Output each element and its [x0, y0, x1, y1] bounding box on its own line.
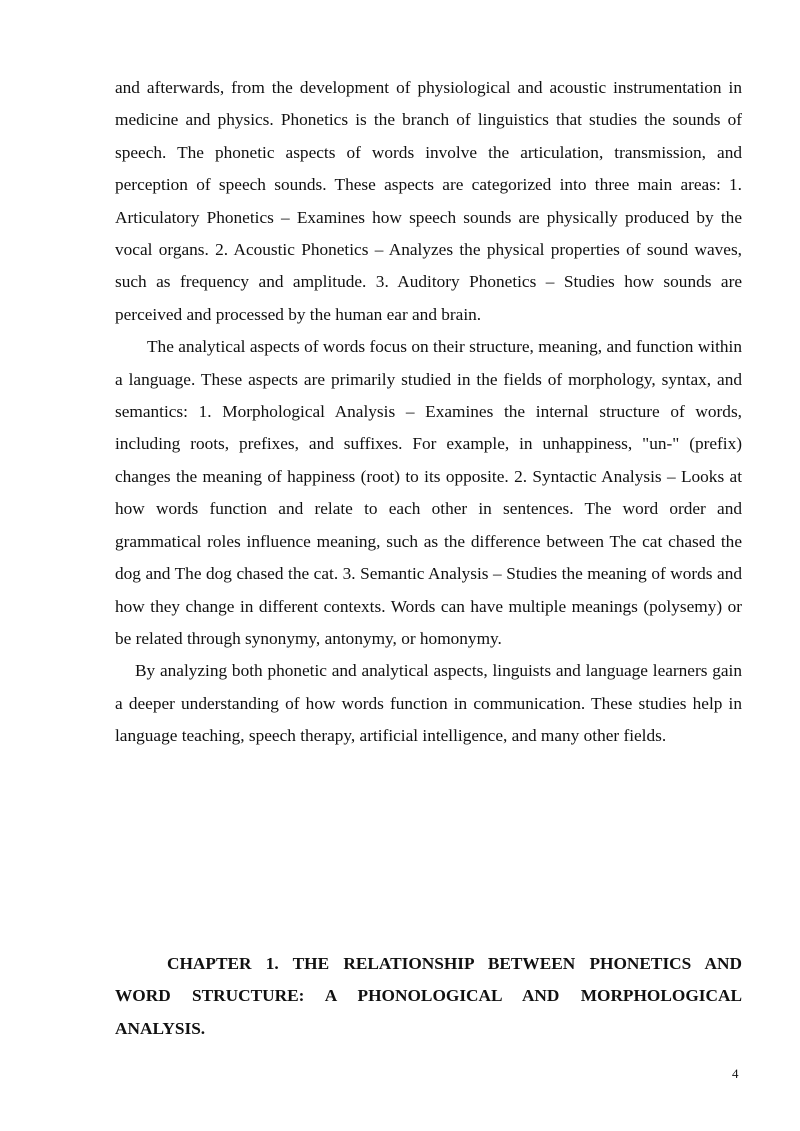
page-number: 4: [732, 1066, 739, 1081]
paragraph-analytical-aspects: The analytical aspects of words focus on their structure, meaning, and function within a language. These aspects are primarily studied in the fields of morphology, syntax, and semantics: 1. Morphological Analysis – Examines the internal structure of words, including roots, prefixes, and suffixes. For example, in unhappiness, "un-" (prefix) changes the meaning of happiness (root) to its opposite. 2. Syntactic Analysis – Looks at how words function and relate to each other in sentences. The word order and grammatical roles influence meaning, such as the difference between The cat chased the dog and The dog chased the cat. 3. Semantic Analysis – Studies the meaning of words and how they change in different contexts. Words can have multiple meanings (polysemy) or be related through synonymy, antonymy, or homonymy.: [115, 337, 742, 648]
chapter-heading: CHAPTER 1. THE RELATIONSHIP BETWEEN PHONETICS AND WORD STRUCTURE: A PHONOLOGICAL AND MORPHOLOGICAL ANALYSIS.: [115, 954, 742, 1038]
document-body: [115, 72, 742, 753]
paragraph-conclusion: By analyzing both phonetic and analytical aspects, linguists and language learners gain a deeper understanding of how words function in communication. These studies help in language teaching, speech therapy, artificial intelligence, and many other fields.: [115, 661, 742, 746]
paragraph-phonetics: and afterwards, from the development of physiological and acoustic instrumentation in medicine and physics. Phonetics is the branch of linguistics that studies the sounds of speech. The phonetic aspects of words involve the articulation, transmission, and perception of speech sounds. These aspects are categorized into three main areas: 1. Articulatory Phonetics – Examines how speech sounds are physically produced by the vocal organs. 2. Acoustic Phonetics – Analyzes the physical properties of sound waves, such as frequency and amplitude. 3. Auditory Phonetics – Studies how sounds are perceived and processed by the human ear and brain.: [115, 78, 742, 324]
